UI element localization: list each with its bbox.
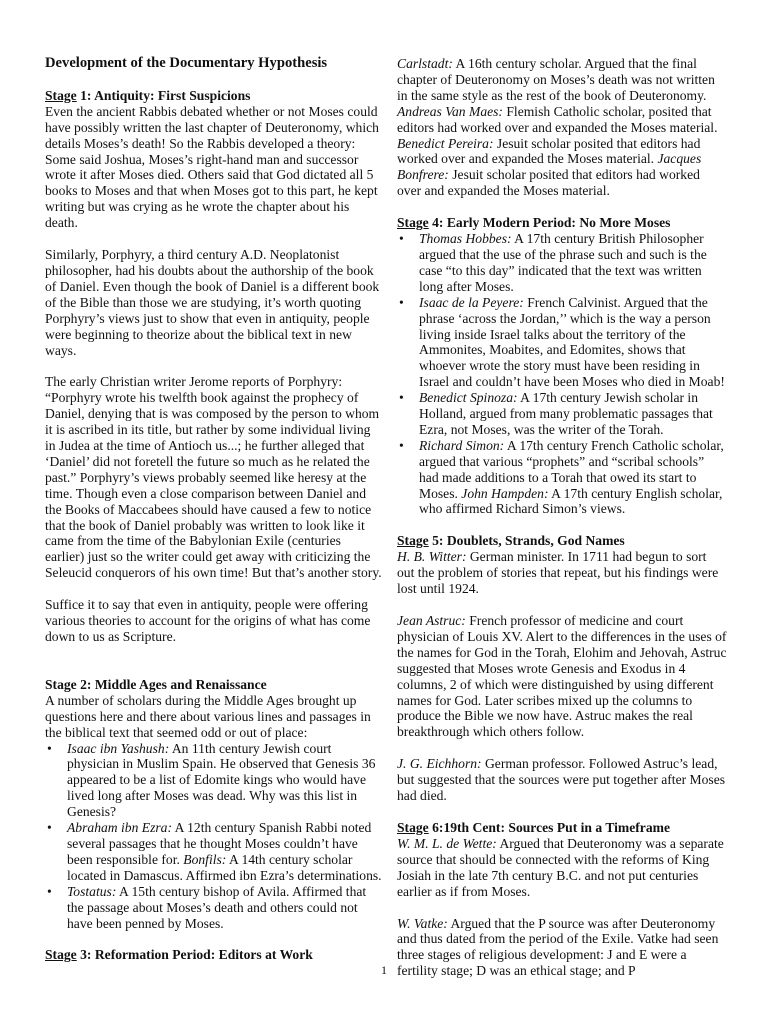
scholar-text: A 12th century Spanish Rabbi noted several passages that he thought Moses couldn’t have been responsible for.: [67, 820, 372, 867]
scholar-text: Argued that Deuteronomy was a separate source that should be connected with the reforms of King Josiah in the late 7th century B.C. and not put centuries earlier as if from Moses.: [397, 835, 724, 899]
stage6-heading: [397, 820, 727, 836]
list-item: [397, 231, 727, 295]
stage5-entry: [397, 613, 727, 740]
scholar-name: W. Vatke:: [397, 915, 448, 931]
scholar-name: Jacques Bonfrere:: [397, 151, 702, 183]
scholar-name: Jean Astruc:: [397, 613, 466, 628]
scholar-name: Carlstadt:: [397, 56, 453, 71]
stage2-list: [45, 741, 383, 932]
stage4-heading: [397, 215, 727, 231]
scholar-text: A 14th century scholar located in Damascus. Affirmed ibn Ezra’s determinations.: [67, 851, 382, 883]
scholar-text: An 11th century Jewish court physician in Muslim Spain. He observed that Genesis 36 appeared to be a list of Edomite kings who would have lived long after Moses was dead. Why was this list in Genesis?: [67, 740, 376, 820]
list-item: [45, 741, 383, 821]
scholar-name: Andreas Van Maes:: [397, 103, 503, 119]
list-item: [397, 295, 727, 390]
scholar-text: A 17th century English scholar, who affirmed Richard Simon’s views.: [419, 485, 723, 517]
stage5-heading-text: 5: Doublets, Strands, God Names: [428, 533, 625, 549]
bullet-icon: •: [47, 740, 52, 756]
stage1-heading-text: 1: Antiquity: First Suspicions: [76, 87, 251, 103]
stage3-body: [397, 56, 727, 199]
stage3-heading-text: 3: Reformation Period: Editors at Work: [76, 947, 313, 963]
scholar-text: French professor of medicine and court physician of Louis XV. Alert to the differences in the uses of the names for God in the Torah, Elohim and Jehovah, Astruc suggested that Moses wrote Genesis and Exodus in 4 columns, 2 of which were distinguished by using different names for God. Later scribes mixed up the columns to produce the Bible we now have. Astruc makes the real breakthrough which others follow.: [397, 613, 727, 740]
scholar-name: Benedict Pereira:: [397, 135, 494, 151]
scholar-name: John Hampden:: [461, 485, 549, 501]
scholar-text: Argued that the P source was after Deuteronomy and thus dated from the period of the Exile. Vatke had seen three stages of religious development: J and E were a fertility stage; D was an ethical stage; and P: [397, 915, 719, 979]
stage5-entry: [397, 549, 727, 597]
bullet-icon: •: [399, 437, 404, 453]
stage6-entry: [397, 836, 727, 900]
list-item: [45, 820, 383, 884]
scholar-name: Thomas Hobbes:: [419, 231, 512, 247]
scholar-text: Flemish Catholic scholar, posited that editors had worked over and expanded the Moses material.: [397, 103, 718, 135]
bullet-icon: •: [47, 820, 52, 836]
scholar-name: W. M. L. de Wette:: [397, 835, 497, 851]
list-item: [397, 390, 727, 438]
stage6-prefix: Stage: [397, 819, 429, 835]
stage5-heading: [397, 533, 727, 549]
stage6-heading-text: 6:19th Cent: Sources Put in a Timeframe: [428, 819, 670, 835]
scholar-text: A 15th century bishop of Avila. Affirmed that the passage about Moses’s death and others could not have been penned by Moses.: [67, 883, 367, 931]
scholar-text: A 17th century French Catholic scholar, argued that various “prophets” and “scribal schools” had made additions to a Torah that owed its start to Moses.: [419, 437, 724, 501]
stage3-prefix: Stage: [45, 947, 77, 963]
scholar-text: A 17th century Jewish scholar in Holland, argued from many problematic passages that Ezra, not Moses, was the writer of the Torah.: [419, 390, 713, 437]
scholar-name: J. G. Eichhorn:: [397, 756, 482, 772]
stage4-heading-text: 4: Early Modern Period: No More Moses: [428, 215, 671, 231]
stage1-prefix: Stage: [45, 87, 77, 103]
stage4-prefix: Stage: [397, 215, 429, 231]
stage5-prefix: Stage: [397, 533, 429, 549]
scholar-name: Tostatus:: [67, 883, 117, 899]
bullet-icon: •: [399, 231, 404, 247]
document-title: Development of the Documentary Hypothesis: [45, 55, 328, 71]
scholar-text: French Calvinist. Argued that the phrase ‘across the Jordan,’’ which is the way a person living inside Israel talks about the territory of the Ammonites, Moabites, and Edomites, shows that whoever wrote the story must have been residing in Israel and couldn’t have been Moses who died in Moab!: [419, 294, 725, 390]
scholar-name: Richard Simon:: [419, 437, 505, 453]
stage1-paragraph-4: Suffice it to say that even in antiquity, people were offering various theories to account for the origins of what has come down to us as Scripture.: [45, 597, 371, 644]
right-column: [397, 56, 727, 979]
stage2-heading: Stage 2: Middle Ages and Renaissance: [45, 676, 267, 692]
scholar-name: Bonfils:: [183, 851, 227, 867]
stage1-paragraph-3: The early Christian writer Jerome reports of Porphyry: “Porphyry wrote his twelfth book against the prophecy of Daniel, denying that is was composed by the person to whom it is ascribed in its title, but rather by some individual living in Judea at the time of Antioch us...; he further alleged that ‘Daniel’ did not foretell the future so much as he related the past.” Porphyry’s views probably seemed like heresy at the time. Though even a close comparison between Daniel and the Books of Maccabees should have caused a few to notice that the book of Daniel probably was written to look like it came from the time of the Babylonian Exile (centuries earlier) just so the writer could get away with criticizing the Seleucid conquerors of his own time! But that’s another story.: [45, 374, 382, 581]
bullet-icon: •: [47, 883, 52, 899]
scholar-name: Abraham ibn Ezra:: [67, 820, 172, 836]
bullet-icon: •: [399, 294, 404, 310]
page-number: 1: [381, 963, 387, 977]
stage5-entry: [397, 756, 727, 804]
list-item: [397, 438, 727, 518]
stage4-list: [397, 231, 727, 517]
scholar-name: H. B. Witter:: [397, 549, 467, 565]
scholar-text: A 17th century British Philosopher argued that the use of the phrase such and such is the case “to this day” indicated that the text was written long after Moses.: [419, 231, 707, 294]
stage3-heading: [45, 947, 383, 963]
left-column: [45, 56, 383, 963]
stage1-heading: [45, 88, 383, 104]
stage1-paragraph-2: Similarly, Porphyry, a third century A.D. Neoplatonist philosopher, had his doubts about the authorship of the book of Daniel. Even though the book of Daniel is a different book of the Bible than those we are studying, it’s worth quoting Porphyry’s views just to show that even in antiquity, people were beginning to theorize about the biblical text in new ways.: [45, 247, 380, 358]
scholar-text: A 16th century scholar. Argued that the final chapter of Deuteronomy on Moses’s death was not written in the same style as the rest of the book of Deuteronomy.: [397, 56, 715, 103]
bullet-icon: •: [399, 390, 404, 406]
scholar-name: Benedict Spinoza:: [419, 390, 518, 406]
stage1-paragraph-1: Even the ancient Rabbis debated whether or not Moses could have possibly written the last chapter of Deuteronomy, which details Moses’s death! So the Rabbis developed a theory: Some said Joshua, Moses’s right-hand man and successor wrote it after Moses died. Others said that God dictated all 5 books to Moses and that when Moses got to this part, he kept writing but was crying as he wrote the chapter about his death.: [45, 103, 379, 231]
scholar-text: Jesuit scholar posited that editors had worked over and expanded the Moses material.: [397, 135, 701, 167]
scholar-text: Jesuit scholar posited that editors had worked over and expanded the Moses material.: [397, 167, 700, 199]
scholar-name: Isaac ibn Yashush:: [67, 740, 170, 756]
scholar-name: Isaac de la Peyere:: [419, 294, 524, 310]
scholar-text: German professor. Followed Astruc’s lead, but suggested that the sources were put together after Moses had died.: [397, 756, 726, 804]
stage2-intro: A number of scholars during the Middle Ages brought up questions here and there about various lines and passages in the biblical text that seemed odd or out of place:: [45, 692, 371, 740]
list-item: [45, 884, 383, 932]
scholar-text: German minister. In 1711 had begun to sort out the problem of stories that repeat, but his findings were lost until 1924.: [397, 549, 719, 597]
